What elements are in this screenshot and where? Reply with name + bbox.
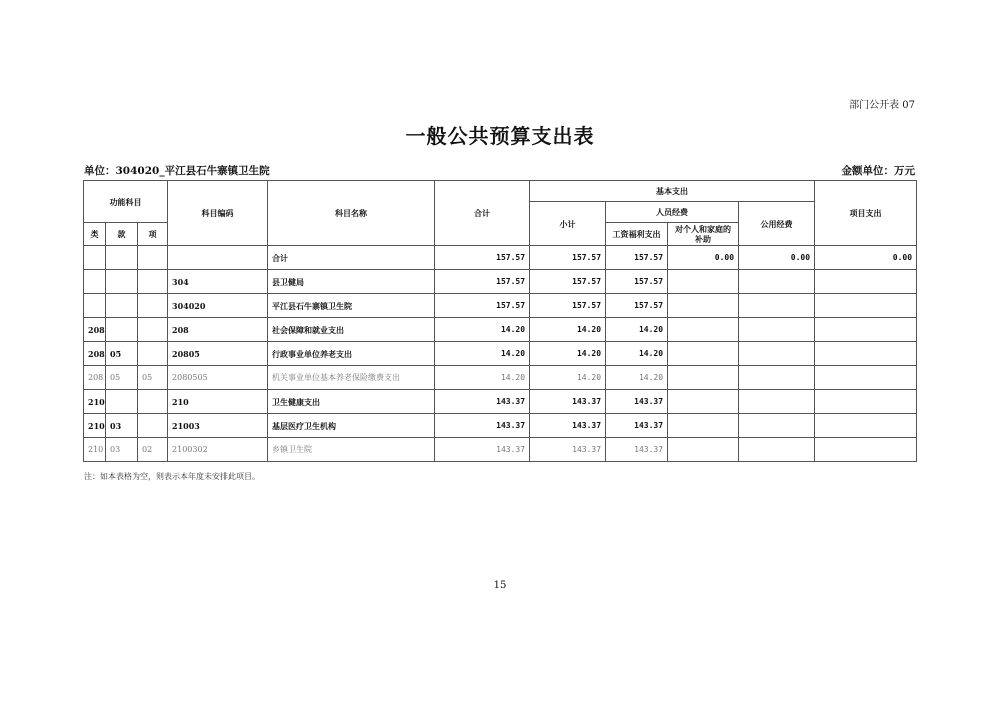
header-wages: 工资福利支出 <box>606 223 668 246</box>
cell-name: 机关事业单位基本养老保险缴费支出 <box>268 366 435 390</box>
cell-name: 基层医疗卫生机构 <box>268 414 435 438</box>
cell-name: 县卫健局 <box>268 270 435 294</box>
cell-total: 143.37 <box>435 390 530 414</box>
cell-code: 2100302 <box>168 438 268 462</box>
cell-wages: 143.37 <box>606 390 668 414</box>
cell-public <box>739 294 815 318</box>
cell-total: 14.20 <box>435 342 530 366</box>
cell-project <box>815 366 917 390</box>
table-row <box>84 342 917 366</box>
header-subject-name: 科目名称 <box>268 181 435 246</box>
header-total: 合计 <box>435 181 530 246</box>
footnote: 注：如本表格为空，则表示本年度未安排此项目。 <box>84 472 260 481</box>
cell-wages: 157.57 <box>606 246 668 270</box>
cell-total: 157.57 <box>435 270 530 294</box>
cell-kuan: 03 <box>106 414 138 438</box>
cell-subsidy <box>668 318 739 342</box>
cell-code <box>168 246 268 270</box>
cell-wages: 14.20 <box>606 366 668 390</box>
page-number: 15 <box>493 580 507 591</box>
cell-kuan: 05 <box>106 366 138 390</box>
cell-subsidy <box>668 390 739 414</box>
cell-code: 21003 <box>168 414 268 438</box>
cell-kuan: 05 <box>106 342 138 366</box>
cell-public <box>739 342 815 366</box>
cell-kuan: 03 <box>106 438 138 462</box>
cell-lei <box>84 270 106 294</box>
table-row <box>84 294 917 318</box>
cell-subtotal: 157.57 <box>530 246 606 270</box>
header-basic-expenditure: 基本支出 <box>530 181 815 202</box>
cell-name: 卫生健康支出 <box>268 390 435 414</box>
cell-xiang <box>138 342 168 366</box>
cell-subsidy <box>668 438 739 462</box>
cell-subtotal: 143.37 <box>530 414 606 438</box>
cell-kuan <box>106 246 138 270</box>
cell-xiang <box>138 246 168 270</box>
cell-code: 208 <box>168 318 268 342</box>
cell-subtotal: 14.20 <box>530 342 606 366</box>
cell-project <box>815 318 917 342</box>
cell-public: 0.00 <box>739 246 815 270</box>
cell-subtotal: 157.57 <box>530 270 606 294</box>
budget-expenditure-table <box>83 180 917 462</box>
cell-subsidy <box>668 414 739 438</box>
cell-project <box>815 438 917 462</box>
table-row <box>84 366 917 390</box>
cell-subtotal: 157.57 <box>530 294 606 318</box>
cell-total: 157.57 <box>435 294 530 318</box>
cell-subsidy: 0.00 <box>668 246 739 270</box>
cell-total: 157.57 <box>435 246 530 270</box>
cell-name: 社会保障和就业支出 <box>268 318 435 342</box>
cell-total: 14.20 <box>435 366 530 390</box>
header-lei: 类 <box>84 223 106 246</box>
cell-total: 14.20 <box>435 318 530 342</box>
cell-kuan <box>106 270 138 294</box>
cell-lei: 208 <box>84 318 106 342</box>
header-subsidy: 对个人和家庭的补助 <box>668 223 739 246</box>
cell-code: 304 <box>168 270 268 294</box>
cell-total: 143.37 <box>435 438 530 462</box>
cell-subsidy <box>668 294 739 318</box>
cell-lei: 210 <box>84 390 106 414</box>
cell-subsidy <box>668 270 739 294</box>
cell-xiang <box>138 414 168 438</box>
currency-unit-label: 金额单位：万元 <box>841 165 915 177</box>
unit-label: 单位：304020_平江县石牛寨镇卫生院 <box>84 165 270 177</box>
table-number-label: 部门公开表 07 <box>849 100 915 111</box>
header-func-subject: 功能科目 <box>84 181 168 223</box>
page-title: 一般公共预算支出表 <box>405 124 595 148</box>
cell-xiang <box>138 270 168 294</box>
table-row <box>84 438 917 462</box>
cell-lei: 208 <box>84 342 106 366</box>
cell-lei: 210 <box>84 414 106 438</box>
cell-project <box>815 294 917 318</box>
cell-project <box>815 390 917 414</box>
cell-public <box>739 270 815 294</box>
cell-wages: 143.37 <box>606 438 668 462</box>
cell-lei <box>84 246 106 270</box>
cell-kuan <box>106 294 138 318</box>
header-kuan: 款 <box>106 223 138 246</box>
cell-subtotal: 143.37 <box>530 390 606 414</box>
cell-name: 乡镇卫生院 <box>268 438 435 462</box>
cell-project <box>815 414 917 438</box>
cell-code: 304020 <box>168 294 268 318</box>
cell-xiang: 05 <box>138 366 168 390</box>
cell-code: 2080505 <box>168 366 268 390</box>
cell-project <box>815 270 917 294</box>
table-row <box>84 318 917 342</box>
cell-xiang <box>138 318 168 342</box>
header-public-expense: 公用经费 <box>739 202 815 246</box>
cell-kuan <box>106 390 138 414</box>
cell-xiang <box>138 294 168 318</box>
table-row <box>84 390 917 414</box>
cell-xiang <box>138 390 168 414</box>
cell-name: 平江县石牛寨镇卫生院 <box>268 294 435 318</box>
cell-subtotal: 143.37 <box>530 438 606 462</box>
header-project-expenditure: 项目支出 <box>815 181 917 246</box>
cell-public <box>739 438 815 462</box>
cell-public <box>739 390 815 414</box>
cell-total: 143.37 <box>435 414 530 438</box>
cell-wages: 14.20 <box>606 342 668 366</box>
cell-xiang: 02 <box>138 438 168 462</box>
cell-lei: 210 <box>84 438 106 462</box>
cell-name: 行政事业单位养老支出 <box>268 342 435 366</box>
table-row <box>84 270 917 294</box>
cell-name: 合计 <box>268 246 435 270</box>
header-subject-code: 科目编码 <box>168 181 268 246</box>
cell-subtotal: 14.20 <box>530 318 606 342</box>
header-xiang: 项 <box>138 223 168 246</box>
cell-wages: 14.20 <box>606 318 668 342</box>
cell-subtotal: 14.20 <box>530 366 606 390</box>
header-personnel-expense: 人员经费 <box>606 202 739 223</box>
table-row <box>84 246 917 270</box>
cell-public <box>739 366 815 390</box>
cell-project: 0.00 <box>815 246 917 270</box>
cell-public <box>739 318 815 342</box>
cell-code: 20805 <box>168 342 268 366</box>
cell-lei: 208 <box>84 366 106 390</box>
cell-subsidy <box>668 366 739 390</box>
cell-public <box>739 414 815 438</box>
cell-wages: 157.57 <box>606 294 668 318</box>
cell-code: 210 <box>168 390 268 414</box>
cell-project <box>815 342 917 366</box>
cell-lei <box>84 294 106 318</box>
table-row <box>84 414 917 438</box>
cell-subsidy <box>668 342 739 366</box>
cell-wages: 157.57 <box>606 270 668 294</box>
header-subtotal: 小计 <box>530 202 606 246</box>
cell-kuan <box>106 318 138 342</box>
cell-wages: 143.37 <box>606 414 668 438</box>
